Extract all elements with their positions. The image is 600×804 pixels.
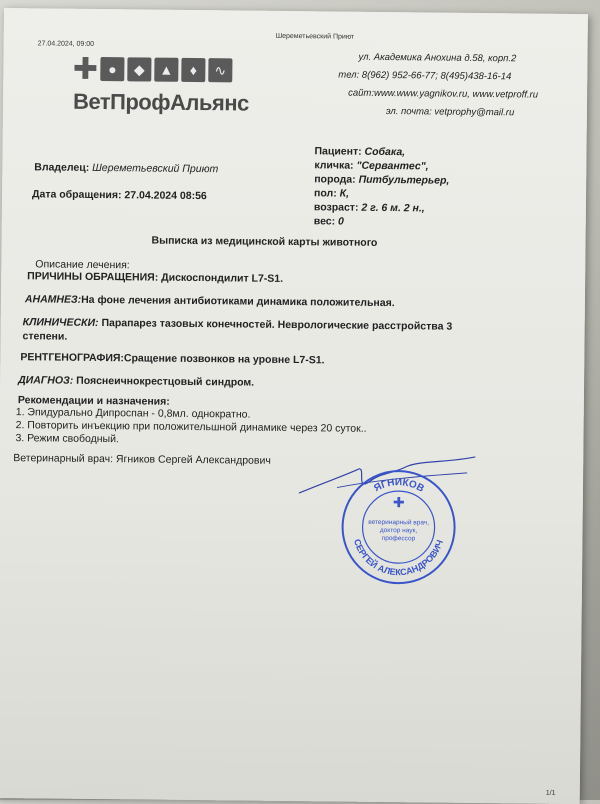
print-datetime: 27.04.2024, 09:00: [37, 40, 95, 48]
patient-weight: вес: 0: [313, 215, 344, 228]
lizard-icon: ∿: [208, 58, 232, 82]
clinical-label: КЛИНИЧЕСКИ:: [22, 316, 99, 330]
patient-name: кличка: "Сервантес",: [314, 159, 429, 173]
patient-block: [314, 144, 450, 229]
xray-line: [20, 351, 324, 366]
clinic-logo-icons: [72, 52, 232, 86]
doctor-label: Ветеринарный врач:: [13, 452, 114, 466]
anamnesis-label: АНАМНЕЗ:: [24, 293, 82, 306]
stamp-inner-line3: профессор: [381, 534, 416, 543]
horse-icon: ▲: [154, 58, 178, 82]
doctor-line: [13, 452, 271, 467]
doctor-stamp: [338, 467, 459, 588]
patient-age: возраст: 2 г. 6 м. 2 н.,: [313, 201, 425, 215]
recommendations-list: [15, 406, 366, 449]
bird-icon: ♦: [181, 58, 205, 82]
dog-icon: ●: [100, 57, 124, 81]
visit-date-label: Дата обращения:: [31, 188, 122, 202]
svg-text:ЯГНИКОВ: [372, 477, 426, 495]
reasons-value: Дискоспондилит L7-S1.: [161, 271, 284, 285]
cat-icon: ◆: [127, 57, 151, 81]
stamp-cross-icon: ✚: [392, 494, 405, 511]
xray-label: РЕНТГЕНОГРАФИЯ:: [20, 351, 125, 365]
reasons-line: [27, 270, 283, 285]
clinic-phone: тел: 8(962) 952-66-77; 8(495)438-16-14: [338, 69, 512, 83]
diagnosis-label: ДИАГНОЗ:: [18, 374, 74, 387]
clinic-email: эл. почта: vetprophy@mail.ru: [385, 106, 515, 119]
clinical-line2: степени.: [22, 330, 68, 343]
clinic-logo-text: ВетПрофАльянс: [72, 88, 249, 116]
stamp-inner-line2: доктор наук,: [379, 526, 418, 535]
page-counter: 1/1: [545, 789, 556, 797]
diagnosis-line: [18, 374, 254, 388]
visit-date-value: 27.04.2024 08:56: [124, 189, 207, 203]
patient-sex: пол: К,: [314, 187, 350, 200]
cross-icon: ✚: [72, 52, 99, 86]
recommendation-item: 2. Повторить инъекцию при положительшной динамике через 20 суток..: [15, 419, 367, 435]
patient-species: Пациент: Собака,: [314, 145, 406, 159]
clinic-address: ул. Академика Анохина д.58, корп.2: [358, 51, 517, 65]
print-source: Шереметьевский Приют: [275, 32, 355, 41]
treatment-heading: Описание лечения:: [35, 258, 130, 272]
stamp-outer-top: ЯГНИКОВ: [372, 477, 426, 495]
clinic-website: сайт:www.www.yagnikov.ru, www.vetproff.ru: [348, 87, 539, 101]
stamp-inner-line1: ветеринарный врач,: [368, 518, 430, 527]
owner-line: [34, 161, 218, 175]
visit-date-line: [32, 188, 207, 202]
patient-breed: порода: Питбультерьер,: [314, 173, 450, 187]
clinical-block: [22, 315, 452, 347]
owner-value: Шереметьевский Приют: [92, 161, 219, 176]
document-title: Выписка из медицинской карты животного: [151, 234, 378, 249]
doctor-value: Ягников Сергей Александрович: [115, 453, 271, 467]
recommendation-item: 3. Режим свободный.: [15, 432, 119, 446]
anamnesis-value: На фоне лечения антибиотиками динамика положительная.: [81, 293, 395, 310]
document-page: [0, 8, 588, 804]
recommendations-heading: Рекомендации и назначения:: [17, 394, 170, 408]
recommendation-item: 1. Эпидурально Дипроспан - 0,8мл. однократно.: [15, 406, 251, 421]
clinical-line1: КЛИНИЧЕСКИ: Парапарез тазовых конечностей. Неврологические расстройства 3: [22, 316, 453, 333]
owner-label: Владелец:: [34, 161, 90, 174]
stamp-outer-bottom: СЕРГЕЙ АЛЕКСАНДРОВИЧ: [351, 537, 445, 578]
xray-value: Сращение позвонков на уровне L7-S1.: [123, 352, 325, 367]
diagnosis-value: Пояснеичнокрестцовый синдром.: [76, 374, 255, 389]
anamnesis-line: [25, 293, 395, 309]
reasons-label: ПРИЧИНЫ ОБРАЩЕНИЯ:: [27, 270, 159, 284]
